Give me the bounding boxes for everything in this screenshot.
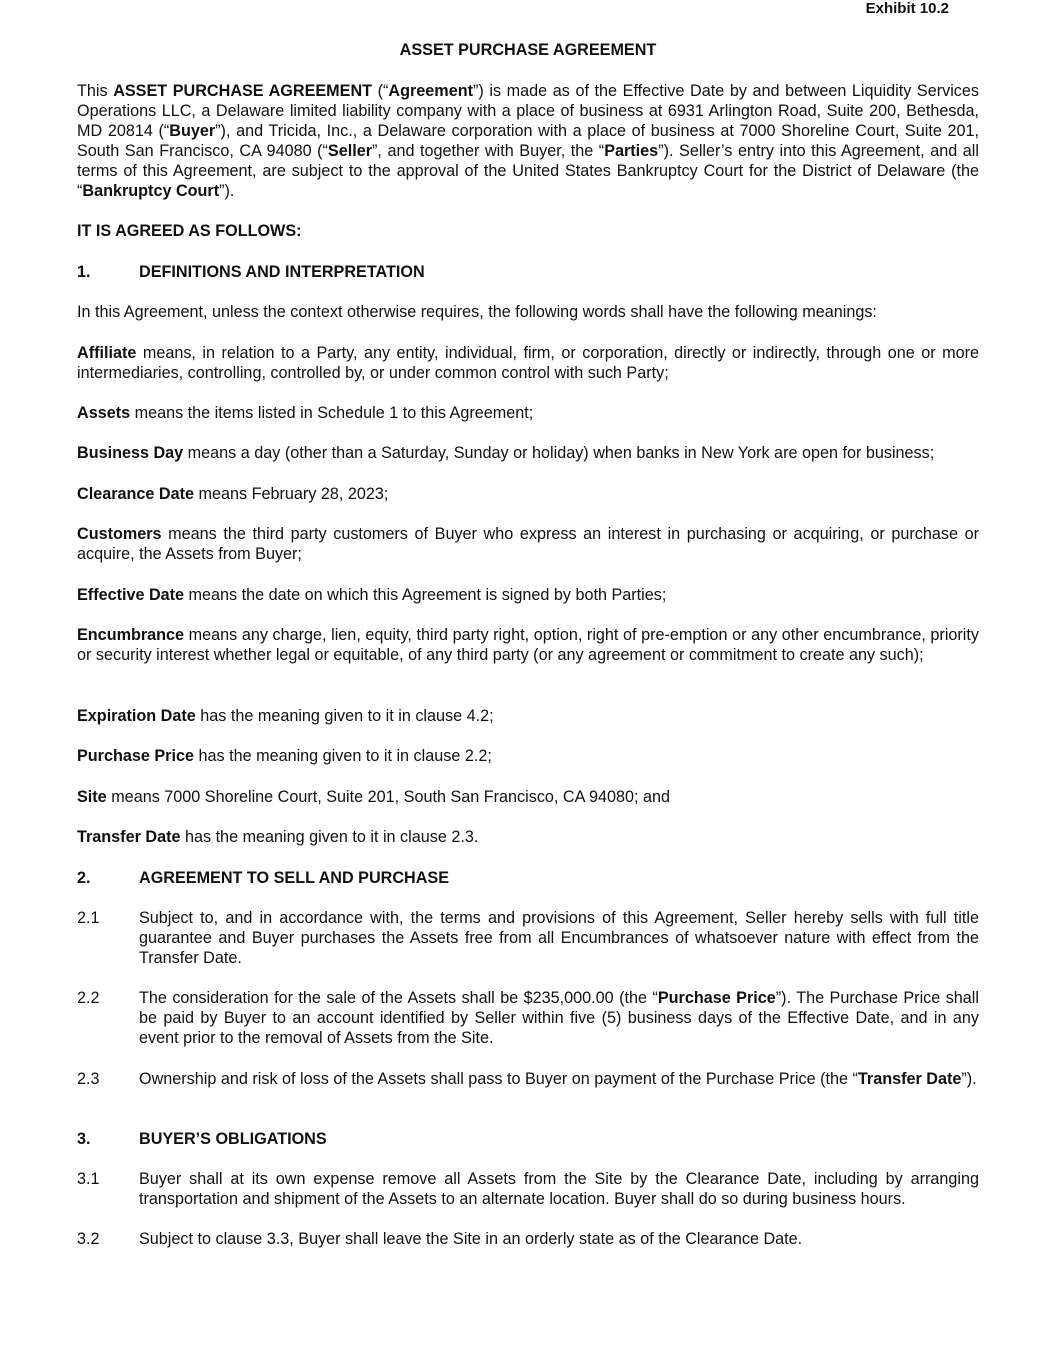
definition-purchase-price: Purchase Price has the meaning given to it in clause 2.2; bbox=[77, 747, 492, 765]
definition-encumbrance: Encumbrance means any charge, lien, equity, third party right, option, right of pre-emption or any other encumbrance, priority or security interest whether legal or equitable, of any third party (or any agreement or commitment to create any such); bbox=[77, 626, 979, 664]
section-1-lead: In this Agreement, unless the context otherwise requires, the following words shall have the following meanings: bbox=[77, 303, 877, 321]
section-2-heading: 2. AGREEMENT TO SELL AND PURCHASE bbox=[77, 869, 449, 887]
clause-2-2 bbox=[77, 988, 979, 1048]
clause-number: 2.3 bbox=[77, 1070, 100, 1088]
intro-paragraph: This ASSET PURCHASE AGREEMENT (“Agreement”) is made as of the Effective Date by and between Liquidity Services Operations LLC, a Delaware limited liability company with a place of business at 6931 Arlington Road, Suite 200, Bethesda, MD 20814 (“Buyer”), and Tricida, Inc., a Delaware corporation with a place of business at 7000 Shoreline Court, Suite 201, South San Francisco, CA 94080 (“Seller”, and together with Buyer, the “Parties”). Seller’s entry into this Agreement, and all terms of this Agreement, are subject to the approval of the United States Bankruptcy Court for the District of Delaware (the “Bankruptcy Court”). bbox=[77, 82, 979, 200]
clause-number: 3.1 bbox=[77, 1170, 100, 1188]
clause-text: Ownership and risk of loss of the Assets shall pass to Buyer on payment of the Purchase Price (the “Transfer Date”). bbox=[139, 1070, 977, 1088]
definition-effective-date: Effective Date means the date on which this Agreement is signed by both Parties; bbox=[77, 586, 667, 604]
clause-text: Subject to, and in accordance with, the terms and provisions of this Agreement, Seller hereby sells with full title guarantee and Buyer purchases the Assets free from all Encumbrances of whatsoever nature with effect from the Transfer Date. bbox=[139, 909, 979, 967]
clause-text: Buyer shall at its own expense remove all Assets from the Site by the Clearance Date, including by arranging transportation and shipment of the Assets to an alternate location. Buyer shall do so during business hours. bbox=[139, 1170, 979, 1208]
definition-clearance-date: Clearance Date means February 28, 2023; bbox=[77, 485, 389, 503]
clause-number: 2.1 bbox=[77, 909, 100, 927]
definition-expiration-date: Expiration Date has the meaning given to it in clause 4.2; bbox=[77, 707, 494, 725]
definition-business-day: Business Day means a day (other than a Saturday, Sunday or holiday) when banks in New York are open for business; bbox=[77, 444, 935, 462]
definition-customers: Customers means the third party customers of Buyer who express an interest in purchasing or acquiring, or purchase or acquire, the Assets from Buyer; bbox=[77, 525, 979, 563]
definition-affiliate: Affiliate means, in relation to a Party, any entity, individual, firm, or corporation, directly or indirectly, through one or more intermediaries, controlling, controlled by, or under common control with such Party; bbox=[77, 344, 979, 382]
agreed-heading: IT IS AGREED AS FOLLOWS: bbox=[77, 222, 302, 240]
clause-text: The consideration for the sale of the Assets shall be $235,000.00 (the “Purchase Price”). The Purchase Price shall be paid by Buyer to an account identified by Seller within five (5) business days of the Effective Date, and in any event prior to the removal of Assets from the Site. bbox=[139, 989, 979, 1047]
document-title: ASSET PURCHASE AGREEMENT bbox=[399, 41, 657, 59]
definition-assets: Assets means the items listed in Schedule 1 to this Agreement; bbox=[77, 404, 534, 422]
exhibit-label: Exhibit 10.2 bbox=[865, 0, 949, 17]
clause-3-2 bbox=[77, 1229, 979, 1249]
definition-site: Site means 7000 Shoreline Court, Suite 201, South San Francisco, CA 94080; and bbox=[77, 788, 671, 806]
definition-transfer-date: Transfer Date has the meaning given to it in clause 2.3. bbox=[77, 828, 479, 846]
clause-number: 2.2 bbox=[77, 989, 100, 1007]
section-1-heading: 1. DEFINITIONS AND INTERPRETATION bbox=[77, 263, 425, 281]
clause-2-3 bbox=[77, 1069, 979, 1089]
clause-number: 3.2 bbox=[77, 1230, 100, 1248]
clause-text: Subject to clause 3.3, Buyer shall leave the Site in an orderly state as of the Clearance Date. bbox=[139, 1230, 803, 1248]
section-3-heading: 3. BUYER’S OBLIGATIONS bbox=[77, 1130, 327, 1148]
clause-2-1 bbox=[77, 908, 979, 968]
clause-3-1 bbox=[77, 1169, 979, 1209]
